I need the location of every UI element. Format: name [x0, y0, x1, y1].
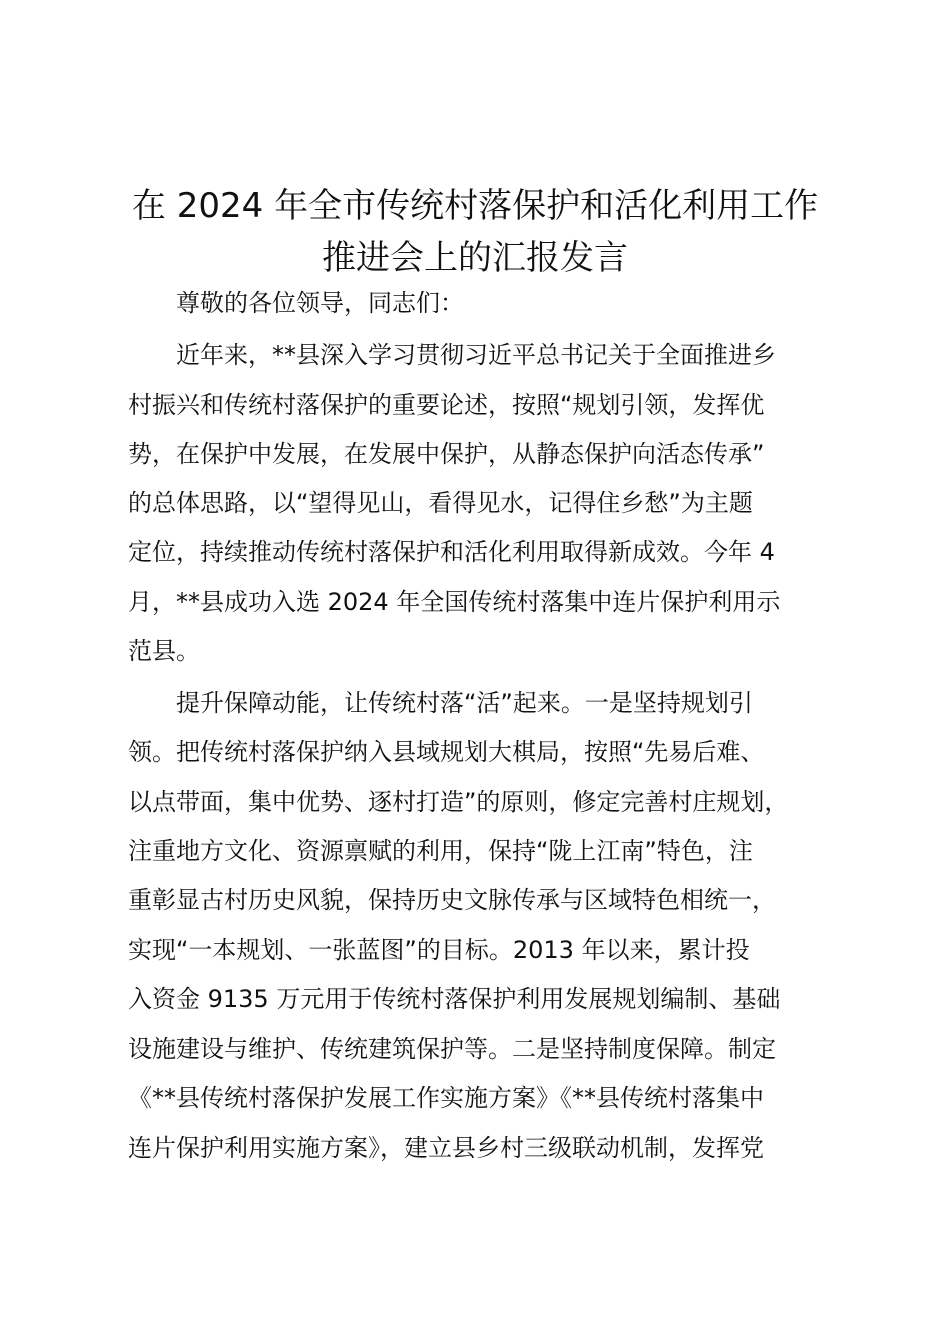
paragraph-1-line-6: 月，**县成功入选 2024 年全国传统村落集中连片保护利用示 — [128, 588, 781, 616]
greeting: 尊敬的各位领导，同志们： — [176, 289, 464, 317]
paragraph-2-line-9: 《**县传统村落保护发展工作实施方案》《**县传统村落集中 — [128, 1084, 764, 1112]
document-title-line-1: 在 2024 年全市传统村落保护和活化利用工作 — [131, 186, 819, 226]
paragraph-2-line-10: 连片保护利用实施方案》，建立县乡村三级联动机制，发挥党 — [128, 1134, 764, 1162]
paragraph-1-line-4: 的总体思路，以“望得见山，看得见水，记得住乡愁”为主题 — [128, 489, 753, 517]
document-title-line-2: 推进会上的汇报发言 — [322, 238, 628, 278]
paragraph-2-line-4: 注重地方文化、资源禀赋的利用，保持“陇上江南”特色，注 — [128, 837, 753, 865]
paragraph-2-line-1: 提升保障动能，让传统村落“活”起来。一是坚持规划引 — [176, 689, 753, 717]
paragraph-2-line-7: 入资金 9135 万元用于传统村落保护利用发展规划编制、基础 — [128, 985, 781, 1013]
paragraph-2-line-6: 实现“一本规划、一张蓝图”的目标。2013 年以来，累计投 — [128, 936, 750, 964]
paragraph-1-line-7: 范县。 — [128, 637, 200, 665]
paragraph-2-line-8: 设施建设与维护、传统建筑保护等。二是坚持制度保障。制定 — [128, 1035, 776, 1063]
paragraph-2-line-5: 重彰显古村历史风貌，保持历史文脉传承与区域特色相统一， — [128, 886, 776, 914]
paragraph-1-line-2: 村振兴和传统村落保护的重要论述，按照“规划引领，发挥优 — [128, 391, 765, 419]
paragraph-2-line-2: 领。把传统村落保护纳入县域规划大棋局，按照“先易后难、 — [128, 738, 765, 766]
paragraph-2-line-3: 以点带面，集中优势、逐村打造”的原则，修定完善村庄规划， — [128, 788, 789, 816]
paragraph-1-line-1: 近年来，**县深入学习贯彻习近平总书记关于全面推进乡 — [176, 341, 776, 369]
paragraph-1-line-5: 定位，持续推动传统村落保护和活化利用取得新成效。今年 4 — [128, 538, 775, 566]
paragraph-1-line-3: 势，在保护中发展，在发展中保护，从静态保护向活态传承” — [128, 440, 765, 468]
